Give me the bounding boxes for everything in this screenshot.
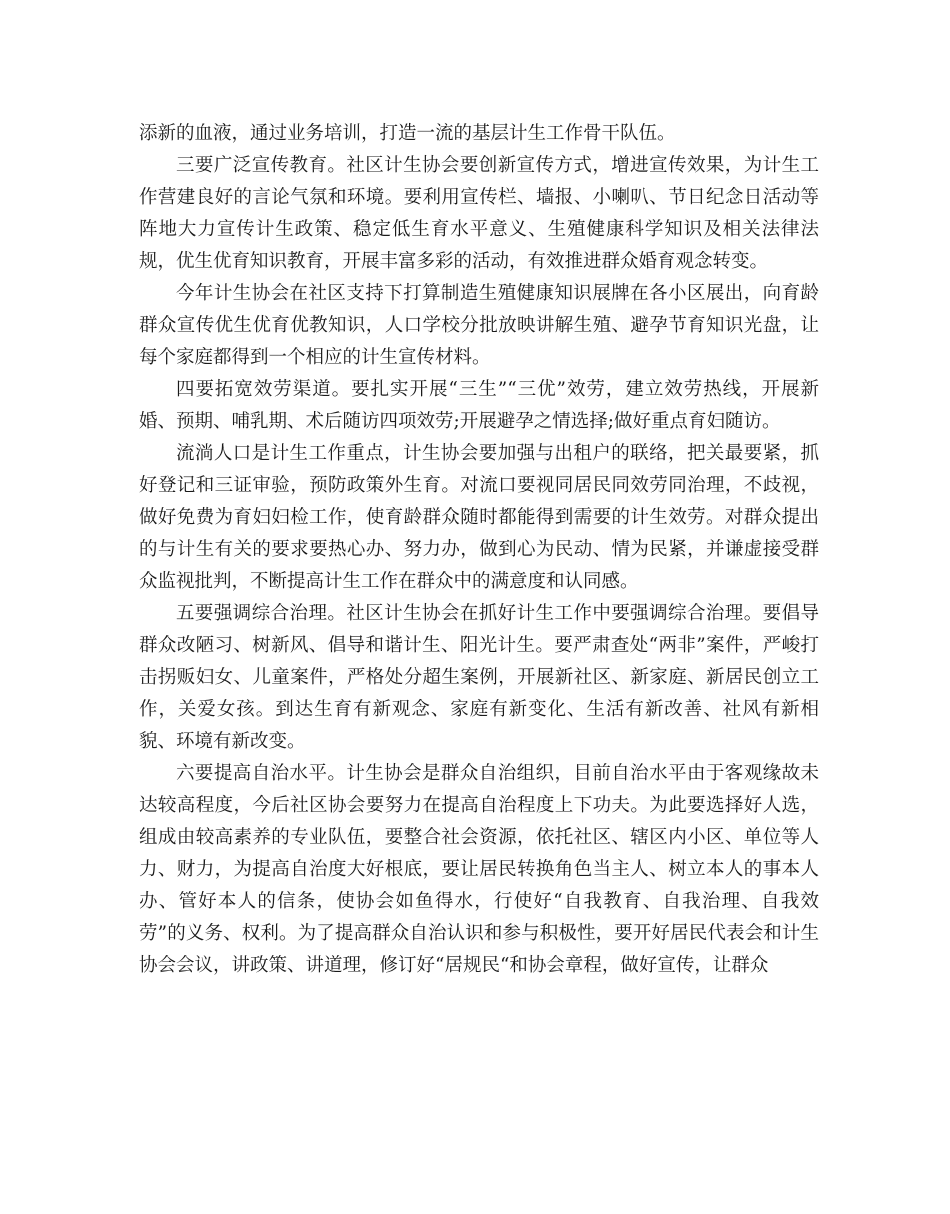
paragraph-publicity-education: 三要广泛宣传教育。社区计生协会要创新宣传方式，增进宣传效果，为计生工作营建良好的言论气氛和环境。要利用宣传栏、墙报、小喇叭、节日纪念日活动等阵地大力宣传计生政策、稳定低生育水平意义、生殖健康科学知识及相关法律法规，优生优育知识教育，开展丰富多彩的活动，有效推进群众婚育观念转变。 xyxy=(139,155,819,272)
paragraph-floating-population: 流淌人口是计生工作重点，计生协会要加强与出租户的联络，把关最要紧，抓好登记和三证审验，预防政策外生育。对流口要视同居民同效劳同治理，不歧视，做好免费为育妇妇检工作，使育龄群众随时都能得到需要的计生效劳。对群众提出的与计生有关的要求要热心办、努力办，做到心为民动、情为民紧，并谦虚接受群众监视批判，不断提高计生工作在群众中的满意度和认同感。 xyxy=(139,443,819,592)
paragraph-this-year-plan: 今年计生协会在社区支持下打算制造生殖健康知识展牌在各小区展出，向育龄群众宣传优生优育优教知识，人口学校分批放映讲解生殖、避孕节育知识光盘，让每个家庭都得到一个相应的计生宣传材料。 xyxy=(139,283,819,368)
paragraph-continuation: 添新的血液，通过业务培训，打造一流的基层计生工作骨干队伍。 xyxy=(139,123,676,144)
paragraph-comprehensive-management: 五要强调综合治理。社区计生协会在抓好计生工作中要强调综合治理。要倡导群众改陋习、树新风、倡导和谐计生、阳光计生。要严肃查处“两非”案件，严峻打击拐贩妇女、儿童案件，严格处分超生案例，开展新社区、新家庭、新居民创立工作，关爱女孩。到达生育有新观念、家庭有新变化、生活有新改善、社风有新相貌、环境有新改变。 xyxy=(139,603,819,752)
paragraph-service-channels: 四要拓宽效劳渠道。要扎实开展“三生”“三优”效劳，建立效劳热线，开展新婚、预期、哺乳期、术后随访四项效劳;开展避孕之情选择;做好重点育妇随访。 xyxy=(139,379,819,432)
paragraph-self-governance: 六要提高自治水平。计生协会是群众自治组织，目前自治水平由于客观缘故未达较高程度，今后社区协会要努力在提高自治程度上下功夫。为此要选择好人选，组成由较高素养的专业队伍，要整合社会资源，依托社区、辖区内小区、单位等人力、财力，为提高自治度大好根底，要让居民转换角色当主人、树立本人的事本人办、管好本人的信条，使协会如鱼得水，行使好“自我教育、自我治理、自我效劳”的义务、权利。为了提高群众自治认识和参与积极性，要开好居民代表会和计生协会会议，讲政策、讲道理，修订好“居规民“和协会章程，做好宣传，让群众 xyxy=(139,763,819,976)
document-body xyxy=(139,118,819,982)
